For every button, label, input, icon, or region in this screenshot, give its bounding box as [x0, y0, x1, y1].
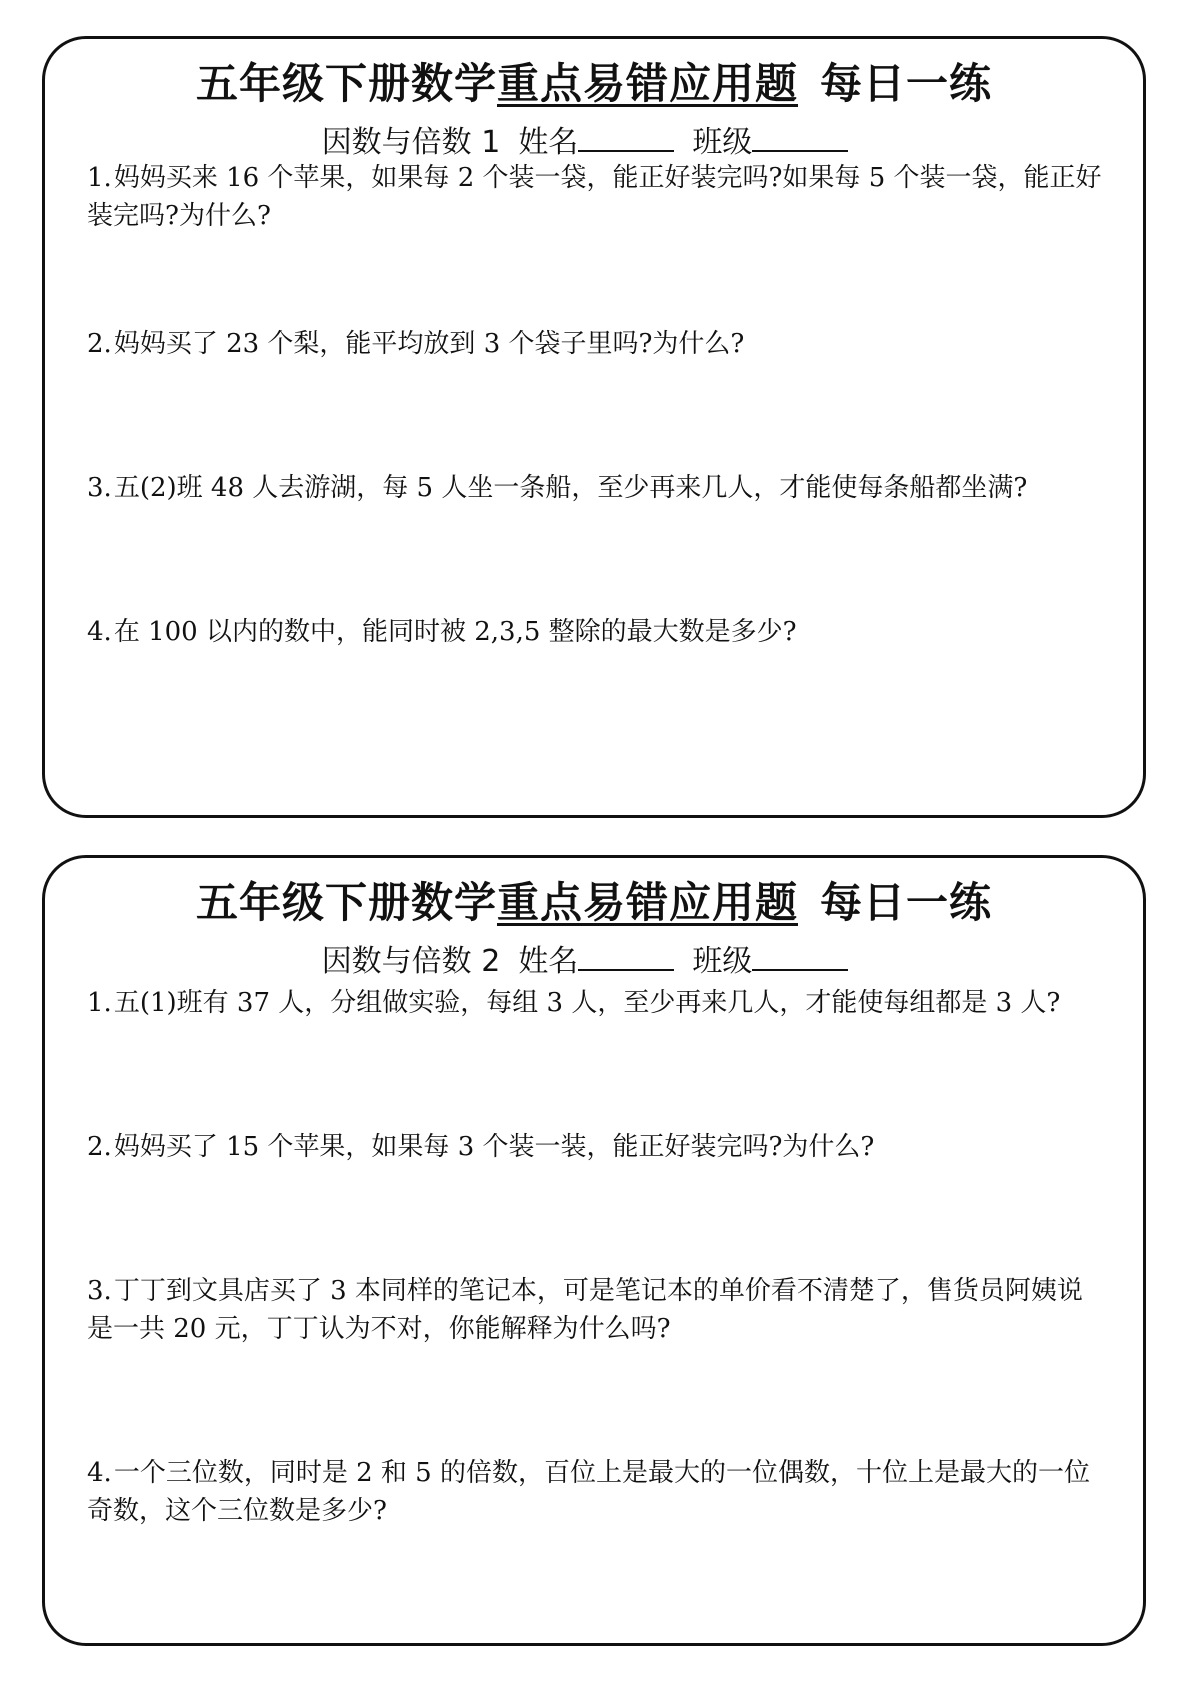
worksheet-card-1: [42, 36, 1146, 818]
question-3: [87, 469, 1107, 507]
question-2: [87, 1128, 1107, 1166]
title-daily-practice: 每日一练: [820, 59, 993, 108]
question-1: [87, 159, 1107, 235]
question-text: 一个三位数，同时是 2 和 5 的倍数，百位上是最大的一位偶数，十位上是最大的一位奇数，这个三位数是多少?: [87, 1458, 1090, 1526]
name-label: 姓名: [518, 944, 579, 979]
worksheet-subtitle: [45, 936, 1143, 980]
worksheet-card-2: [42, 855, 1146, 1646]
class-label: 班级: [692, 944, 753, 979]
worksheet-title: [45, 870, 1143, 930]
topic-label: 因数与倍数 2: [321, 944, 501, 979]
question-number: 4.: [87, 617, 112, 647]
question-number: 2.: [87, 1132, 112, 1162]
question-number: 1.: [87, 988, 112, 1018]
question-number: 1.: [87, 163, 112, 193]
question-4: [87, 613, 1107, 651]
class-label: 班级: [692, 125, 753, 160]
topic-label: 因数与倍数 1: [321, 125, 501, 160]
title-underlined: 重点易错应用题: [496, 878, 798, 927]
question-text: 五(2)班 48 人去游湖，每 5 人坐一条船，至少再来几人，才能使每条船都坐满?: [113, 473, 1028, 503]
question-text: 在 100 以内的数中，能同时被 2,3,5 整除的最大数是多少?: [113, 617, 797, 647]
worksheet-title: [45, 51, 1143, 111]
name-blank[interactable]: [578, 941, 674, 971]
question-text: 丁丁到文具店买了 3 本同样的笔记本，可是笔记本的单价看不清楚了，售货员阿姨说是一共 20 元，丁丁认为不对，你能解释为什么吗?: [87, 1276, 1083, 1344]
question-1: [87, 984, 1107, 1022]
question-text: 妈妈买了 23 个梨，能平均放到 3 个袋子里吗?为什么?: [113, 329, 745, 359]
class-blank[interactable]: [752, 941, 848, 971]
worksheet-subtitle: [45, 117, 1143, 161]
question-text: 妈妈买了 15 个苹果，如果每 3 个装一装，能正好装完吗?为什么?: [113, 1132, 875, 1162]
name-blank[interactable]: [578, 122, 674, 152]
question-text: 五(1)班有 37 人，分组做实验，每组 3 人，至少再来几人，才能使每组都是 3 人?: [113, 988, 1061, 1018]
question-number: 2.: [87, 329, 112, 359]
question-number: 4.: [87, 1458, 112, 1488]
question-number: 3.: [87, 1276, 112, 1306]
title-grade: 五年级下册数学: [195, 59, 497, 108]
title-underlined: 重点易错应用题: [496, 59, 798, 108]
title-grade: 五年级下册数学: [195, 878, 497, 927]
title-daily-practice: 每日一练: [820, 878, 993, 927]
question-text: 妈妈买来 16 个苹果，如果每 2 个装一袋，能正好装完吗?如果每 5 个装一袋，能正好装完吗?为什么?: [87, 163, 1102, 231]
class-blank[interactable]: [752, 122, 848, 152]
question-4: [87, 1454, 1107, 1530]
question-2: [87, 325, 1107, 363]
question-number: 3.: [87, 473, 112, 503]
question-3: [87, 1272, 1107, 1348]
name-label: 姓名: [518, 125, 579, 160]
